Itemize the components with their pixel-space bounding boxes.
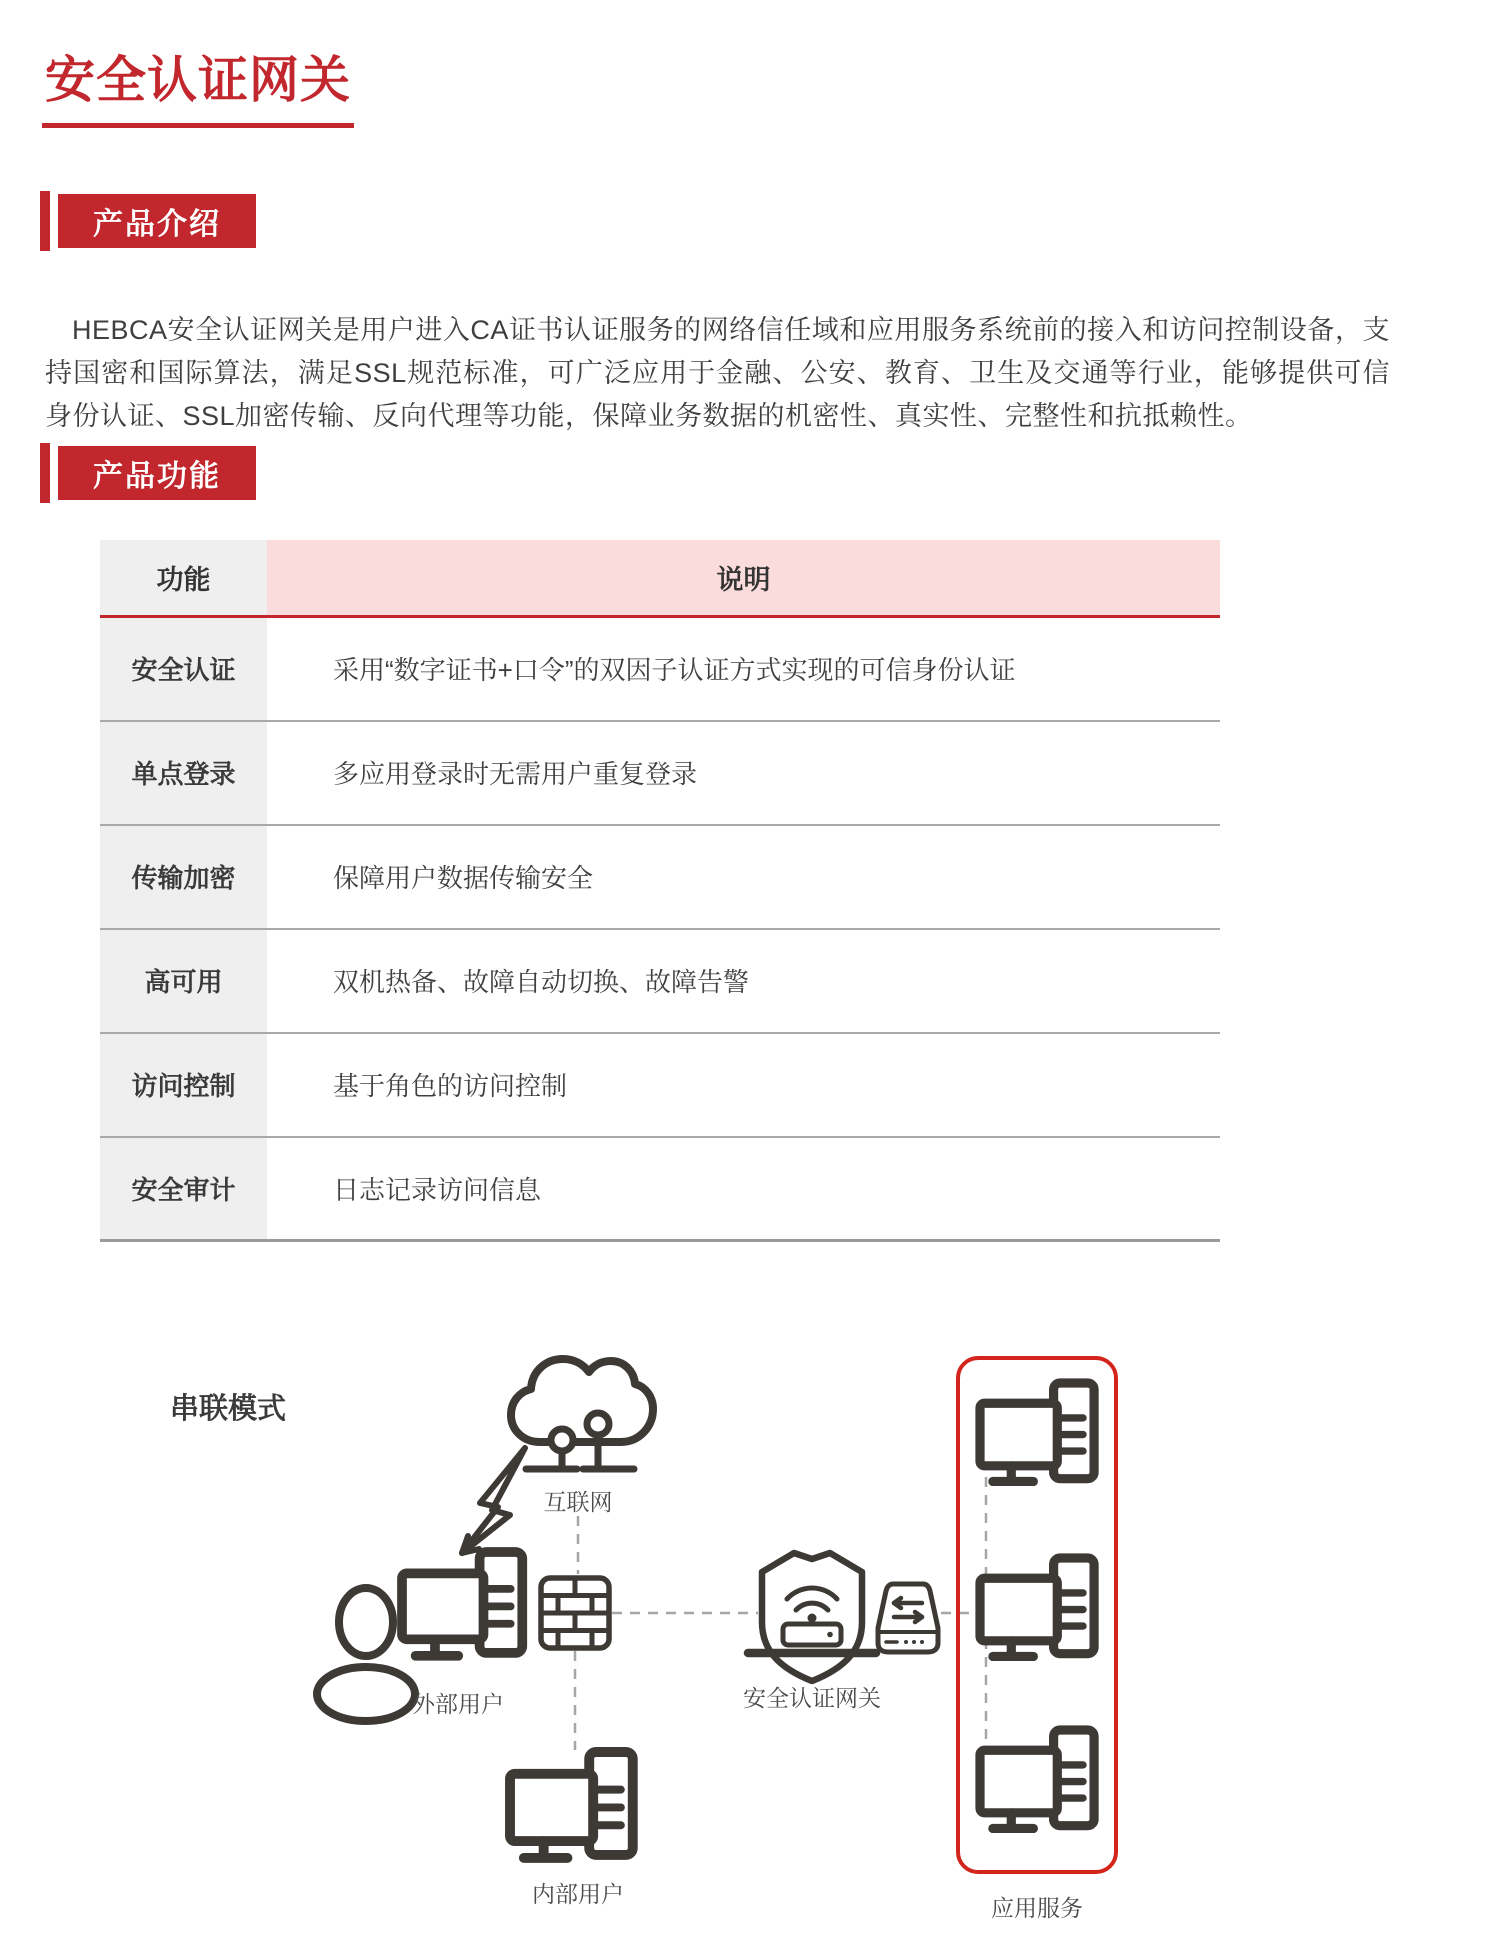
table-row — [100, 721, 1220, 825]
app-server-icon — [980, 1730, 1094, 1828]
app-server-icon — [980, 1383, 1094, 1481]
table-row — [100, 1137, 1220, 1241]
section-features-header — [40, 446, 256, 500]
feature-name: 传输加密 — [100, 825, 267, 929]
table-row — [100, 617, 1220, 721]
feature-name: 高可用 — [100, 929, 267, 1033]
feature-desc: 双机热备、故障自动切换、故障告警 — [267, 929, 1220, 1033]
column-header-description: 说明 — [267, 540, 1220, 617]
internal-user-icon — [510, 1752, 633, 1858]
internet-label: 互联网 — [543, 1489, 613, 1515]
app-server-icon — [980, 1558, 1094, 1656]
internal-user-label: 内部用户 — [532, 1881, 624, 1907]
table-row — [100, 1033, 1220, 1137]
firewall-icon — [541, 1578, 609, 1648]
feature-desc: 采用“数字证书+口令”的双因子认证方式实现的可信身份认证 — [267, 617, 1220, 721]
section-accent-bar — [40, 443, 50, 503]
app-services-label: 应用服务 — [991, 1895, 1083, 1921]
section-intro-heading: 产品介绍 — [58, 194, 256, 248]
table-row — [100, 929, 1220, 1033]
section-accent-bar — [40, 191, 50, 251]
table-row — [100, 825, 1220, 929]
feature-desc: 多应用登录时无需用户重复登录 — [267, 721, 1220, 825]
feature-name: 安全认证 — [100, 617, 267, 721]
gateway-label: 安全认证网关 — [743, 1685, 881, 1711]
internet-cloud-icon — [511, 1359, 653, 1469]
feature-name: 单点登录 — [100, 721, 267, 825]
intro-paragraph: HEBCA安全认证网关是用户进入CA证书认证服务的网络信任域和应用服务系统前的接入和访问控制设备，支持国密和国际算法，满足SSL规范标准，可广泛应用于金融、公安、教育、卫生及交通等行业，能够提供可信身份认证、SSL加密传输、反向代理等功能，保障业务数据的机密性、真实性、完整性和抗抵赖性。 — [45, 315, 1390, 431]
switch-icon — [878, 1584, 938, 1652]
feature-desc: 日志记录访问信息 — [267, 1137, 1220, 1241]
page-title: 安全认证网关 — [45, 52, 351, 108]
feature-name: 访问控制 — [100, 1033, 267, 1137]
title-underline — [42, 123, 354, 128]
topology-diagram — [0, 1340, 1500, 1947]
table-header-row — [100, 540, 1220, 617]
feature-desc: 基于角色的访问控制 — [267, 1033, 1220, 1137]
gateway-shield-icon — [748, 1553, 876, 1681]
section-features-heading: 产品功能 — [58, 446, 256, 500]
column-header-function: 功能 — [100, 540, 267, 617]
feature-name: 安全审计 — [100, 1137, 267, 1241]
lightning-icon — [462, 1448, 525, 1553]
section-intro-header — [40, 194, 256, 248]
feature-desc: 保障用户数据传输安全 — [267, 825, 1220, 929]
external-user-label: 外部用户 — [412, 1691, 504, 1717]
features-table — [100, 540, 1220, 1242]
diagram-mode-label: 串联模式 — [170, 1393, 287, 1425]
